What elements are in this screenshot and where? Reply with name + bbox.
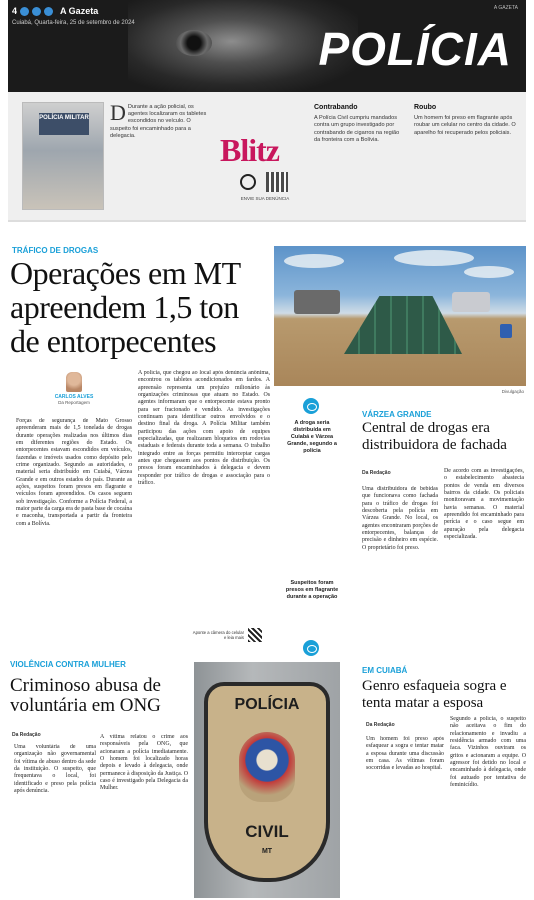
drug-bales [344,296,462,354]
strip-col1-text: Durante a ação policial, os agentes localizaram os tabletes escondidos no veículo. O suspeito foi encaminhado para a delegacia. [110,104,207,139]
whatsapp-caption: ENVIE SUA DENÚNCIA [240,196,290,201]
photo-credit: Divulgação [501,389,524,394]
author-role: Da Reportagem [58,400,90,405]
side-kicker: VÁRZEA GRANDE [362,410,432,419]
side-byline: Da Redação [362,470,391,476]
lower-left-kicker: VIOLÊNCIA CONTRA MULHER [10,660,126,669]
main-body-col2: A polícia, que chegou ao local após denúncia anônima, encontrou os tabletes acondicionados em fardos. A apreensão representa um prejuízo milionário às organizações criminosas que atuam no Estado. Os agentes informaram que o entorpecente estava pronto para ser fracionado e vendido. As investigações continuam para identificar outros envolvidos e o destino final da droga. A Polícia Militar também participou das ações com apoio de equipes especializadas, que realizaram bloqueios em rodovias estaduais e federais durante toda a semana. O trabalho integrado entre as forças permitiu interceptar cargas antes que chegassem aos pontos de distribuição. Os presos foram encaminhados à delegacia e devem responder por tráfico de drogas e associação para o tráfico. [138,370,270,487]
strip-col2-text: A Polícia Civil cumpriu mandados contra um grupo investigado por contrabando de cigarros na região da fronteira com a Bolívia. [314,115,400,143]
quote-icon [303,398,319,414]
qr-code-icon[interactable] [266,172,288,192]
brand-dot-icon [44,7,53,16]
lower-right-kicker: EM CUIABÁ [362,666,408,675]
brand-dot-icon [32,7,41,16]
quote-icon [303,640,319,656]
dateline: Cuiabá, Quarta-feira, 25 de setembro de 2024 [12,20,135,26]
section-header [8,0,526,92]
avatar [66,372,82,392]
pull-quote-1: A droga seria distribuída em Cuiabá e Várzea Grande, segundo a polícia [287,420,337,454]
main-photo [274,246,526,386]
author-name: CARLOS ALVES [54,394,94,400]
newspaper-name: A Gazeta [60,6,99,16]
side-body-col2: De acordo com as investigações, o estabelecimento abastecia pontos de venda em diversos bairros da cidade. Os policiais monitoravam a movimentação havia semanas. O material apreendido foi encaminhado para perícia e o caso segue em apuração pela delegacia especializada. [444,468,524,541]
police-badge-photo [194,662,340,898]
strip-col3-text: Um homem foi preso em flagrante após roubar um celular no centro da cidade. O aparelho foi recuperado pelos policiais. [414,115,516,136]
lower-left-byline: Da Redação [12,732,41,738]
strip-column-1 [110,100,210,140]
drum [500,324,512,338]
strip-column-2 [314,104,406,144]
cloud [464,266,514,278]
truck [294,290,340,314]
eye-pupil [176,30,212,56]
strip-col2-title: Contrabando [314,104,358,111]
lower-left-headline: Criminoso abusa de voluntária em ONG [10,675,161,716]
lower-left-body-col1: Uma voluntária de uma organização não governamental foi vítima de abuso dentro da sede da instituição. O suspeito, que frequentava o local, foi identificado e preso pela polícia após denúncia. [14,744,96,795]
page-number: 4 [12,6,18,16]
main-headline: Operações em MT apreendem 1,5 ton de entorpecentes [10,255,241,359]
pull-quote-2: Suspeitos foram presos em flagrante durante a operação [285,580,339,600]
photo-tag: POLÍCIA MILITAR [39,113,89,135]
lower-right-headline: Genro esfaqueia sogra e tenta matar a esposa [362,678,507,711]
strip-photo [22,102,104,210]
badge-bottom-label: CIVIL [245,822,289,841]
car [452,292,490,312]
badge-state-label: MT [261,848,273,855]
main-body-col1: Forças de segurança de Mato Grosso apreenderam mais de 1,5 tonelada de drogas durante operações realizadas nos últimos dias em diferentes regiões do Estado. Os entorpecentes estavam escondidos em veículos, fazendas e imóveis usados como depósito pelo crime organizado. Segundo as autoridades, o material seria distribuído em Cuiabá, Várzea Grande e em outros estados do país. Durante as ações, suspeitos foram presos em flagrante e veículos foram apreendidos. Os casos seguem sob investigação. Conforme a Polícia Federal, a maior parte da carga era de pasta base de cocaína e maconha, transportada a partir da fronteira com a Bolívia. [16,418,132,527]
qr-caption: Aponte a câmera do celular e leia mais [192,630,244,640]
side-body-col1: Uma distribuidora de bebidas que funcionava como fachada para o tráfico de drogas foi descoberta pela polícia em Várzea Grande. No local, os agentes encontraram porções de entorpecentes, balanças de precisão e dinheiro em espécie. O proprietário foi preso. [362,486,438,551]
main-kicker: TRÁFICO DE DROGAS [12,246,99,255]
cloud [394,250,474,266]
corner-note: A GAZETA [493,5,518,11]
qr-code-icon[interactable] [248,628,262,642]
lower-right-body-col1: Um homem foi preso após esfaquear a sogra e tentar matar a esposa durante uma discussão em casa. As vítimas foram socorridas e levadas ao hospital. [366,736,444,772]
side-headline: Central de drogas era distribuidora de fachada [362,420,507,453]
author-box [50,372,98,405]
cloud [284,254,344,268]
header-topline [12,6,98,16]
badge-emblem-icon [239,732,295,802]
whatsapp-icon[interactable] [240,174,256,190]
section-title: POLÍCIA [318,23,512,75]
lower-right-body-col2: Segundo a polícia, o suspeito não aceitava o fim do relacionamento e invadiu a residência armado com uma faca. Vizinhos ouviram os gritos e acionaram a equipe. O agressor foi detido no local e encaminhado à delegacia, onde foi autuado por tentativa de feminicídio. [450,716,526,789]
brand-dot-icon [20,7,29,16]
lower-right-byline: Da Redação [366,722,395,728]
strip-col3-title: Roubo [414,104,437,111]
lower-left-body-col2: A vítima relatou o crime aos responsáveis pela ONG, que acionaram a polícia imediatamente. O homem foi localizado horas depois e levado à delegacia, onde permanece à disposição da Justiça. O caso é investigado pela Delegacia da Mulher. [100,734,188,792]
drop-cap: D [110,100,126,125]
badge-top-label: POLÍCIA [234,696,300,713]
strip-column-3 [414,104,518,137]
blitz-brand: Blitz [220,132,279,168]
blitz-strip [8,92,526,222]
